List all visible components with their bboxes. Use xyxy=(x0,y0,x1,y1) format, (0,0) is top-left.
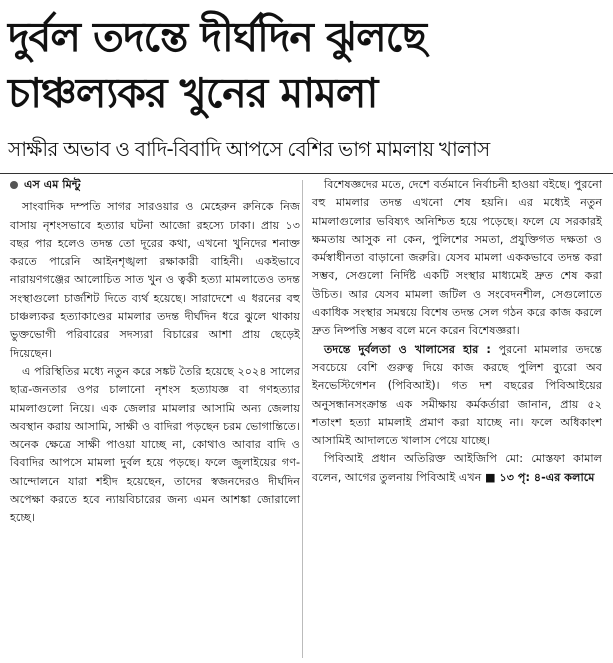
article-paragraph: এ পরিস্থিতির মধ্যে নতুন করে সঙ্কট তৈরি হয়েছে ২০২৪ সালের ছাত্র-জনতার ওপর চালানো নৃশংস হত্যাযজ্ঞ বা গণহত্যার মামলাগুলো নিয়ে। এক জেলার মামলার আসামি অন্য জেলায় অবস্থান করায় আসামি, সাক্ষী ও বাদিরা পড়ছেন চরম ভোগান্তিতে। অনেক ক্ষেত্রে সাক্ষী পাওয়া যাচ্ছে না, কোথাও আবার বাদি ও বিবাদির আপসে মামলা দুর্বল হয়ে পড়ছে। ফলে জুলাইয়ের গণ-আন্দোলনে যারা শহীদ হয়েছেন, তাদের স্বজনদেরও দীর্ঘদিন অপেক্ষা করতে হবে ন্যায়বিচারের জন্য এমন আশঙ্কা জোরালো হচ্ছে। xyxy=(10,364,300,525)
article-paragraph xyxy=(312,450,602,487)
section-body: পুরনো মামলার তদন্তে সবচেয়ে বেশি গুরুত্ব দিয়ে কাজ করছে পুলিশ ব্যুরো অব ইনভেস্টিগেশন (পিবিআই)। গত দশ বছরের পিবিআইয়ের অনুসন্ধানসংক্রান্ত এক সমীক্ষায় কর্মকর্তারা জানান, প্রায় ৫২ শতাংশ হত্যা মামলাই প্রমাণ করা যাচ্ছে না। ফলে অধিকাংশ আসামিই আদালতে খালাস পেয়ে যাচ্ছে। xyxy=(312,342,602,448)
article-column-right xyxy=(312,176,602,487)
article-paragraph: সাংবাদিক দম্পতি সাগর সারওয়ার ও মেহেরুন রুনিকে নিজ বাসায় নৃশংসভাবে হত্যার ঘটনা আজো রহস্যে ঢাকা। প্রায় ১৩ বছর পার হলেও তদন্ত তো দূরের কথা, এখনো খুনিদের শনাক্ত করতে পারেনি আইনশৃঙ্খলা রক্ষাকারী বাহিনী। একইভাবে নারায়ণগঞ্জের আলোচিত সাত খুন ও ত্বকী হত্যা মামলাতেও তদন্ত সংস্থাগুলো চার্জশিট দিতে ব্যর্থ হয়েছে। সারাদেশে এ ধরনের বহু চাঞ্চল্যকর হত্যাকাণ্ডের মামলার তদন্ত দীর্ঘদিন ধরে ঝুলে থাকায় ভুক্তভোগী পরিবারের সদস্যরা বিচারের আশা প্রায় ছেড়েই দিয়েছেন। xyxy=(10,200,300,360)
header-divider xyxy=(0,173,613,174)
column-divider xyxy=(302,180,303,658)
byline xyxy=(10,176,300,194)
article-paragraph xyxy=(312,341,602,451)
continuation-jump: ■ ১৩ পৃ: ৪-এর কলামে xyxy=(484,470,595,484)
bullet-icon xyxy=(10,181,18,189)
section-subheading: তদন্তে দুর্বলতা ও খালাসের হার : xyxy=(324,342,491,356)
headline-line-2: চাঞ্চল্যকর খুনের মামলা xyxy=(8,69,378,117)
article-column-left xyxy=(10,176,300,528)
headline-line-1: দুর্বল তদন্তে দীর্ঘদিন ঝুলছে xyxy=(8,13,427,61)
continued-text: পিবিআই প্রধান অতিরিক্ত আইজিপি মো: মোস্তফা কামাল বলেন, আগের তুলনায় পিবিআই এখন xyxy=(312,452,602,484)
byline-author: এস এম মিন্টু xyxy=(24,178,81,191)
article-paragraph: বিশেষজ্ঞদের মতে, দেশে বর্তমানে নির্বাচনী হাওয়া বইছে। পুরনো বহু মামলার তদন্ত এখনো শেষ হয়নি। এর মধ্যেই নতুন মামলাগুলোর ভবিষ্যৎ অনিশ্চিত হয়ে পড়েছে। ফলে যে সরকারই ক্ষমতায় আসুক না কেন, পুলিশের সমতা, প্রযুক্তিগত দক্ষতা ও কর্মস্বাধীনতা বাড়ানো জরুরি। যেসব মামলা এককভাবে তদন্ত করা সম্ভব, সেগুলো নির্দিষ্ট একটি সংস্থার মাধ্যমেই দ্রুত শেষ করা উচিত। আর যেসব মামলা জটিল ও সংবেদনশীল, সেগুলোতে একাধিক সংস্থার সমন্বয়ে বিশেষ তদন্ত সেল গঠন করে কাজ করলে দ্রুত নিষ্পত্তি সম্ভব বলে মনে করেন বিশেষজ্ঞরা। xyxy=(312,178,602,338)
subheadline: সাক্ষীর অভাব ও বাদি-বিবাদি আপসে বেশির ভাগ মামলায় খালাস xyxy=(8,137,490,161)
